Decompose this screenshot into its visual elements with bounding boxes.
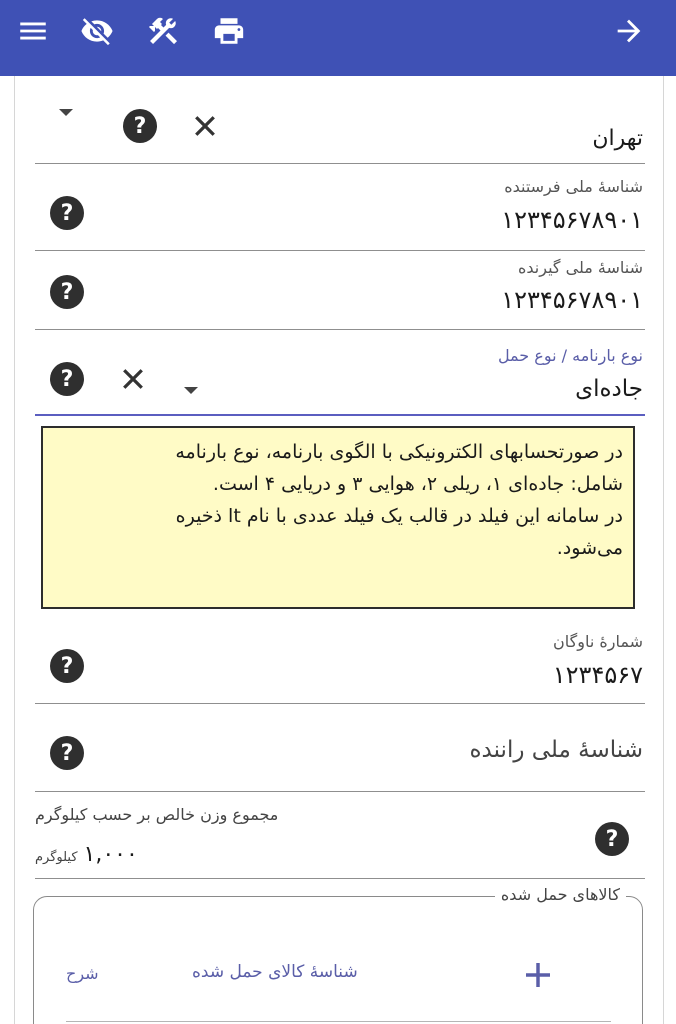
- form-container: [14, 76, 664, 1024]
- sender-id-field[interactable]: [35, 164, 645, 251]
- city-value: تهران: [592, 126, 643, 151]
- net-weight-field[interactable]: [35, 792, 645, 879]
- help-icon[interactable]: ?: [50, 736, 84, 770]
- hint-line: شامل: جاده‌ای ۱، ریلی ۲، هوایی ۳ و دریایی ۴ است.: [212, 473, 623, 495]
- wagon-number-field[interactable]: [35, 621, 645, 704]
- hint-line: در سامانه این فیلد در قالب یک فیلد عددی با نام lt ذخیره: [175, 505, 623, 527]
- waybill-type-label: نوع بارنامه / نوع حمل: [497, 346, 643, 365]
- net-weight-value-group: [35, 842, 138, 867]
- driver-id-field[interactable]: [35, 704, 645, 792]
- divider: [66, 1021, 611, 1022]
- help-icon[interactable]: ?: [50, 196, 84, 230]
- help-icon[interactable]: ?: [595, 822, 629, 856]
- help-icon[interactable]: ?: [123, 109, 157, 143]
- hint-line: در صورتحسابهای الکترونیکی با الگوی بارنامه، نوع بارنامه: [175, 441, 623, 463]
- goods-legend: کالاهای حمل شده: [495, 885, 626, 904]
- city-select[interactable]: [35, 76, 645, 164]
- receiver-id-value: ۱۲۳۴۵۶۷۸۹۰۱: [501, 286, 643, 314]
- receiver-id-label: شناسهٔ ملی گیرنده: [518, 258, 643, 277]
- chevron-down-icon[interactable]: [184, 387, 198, 394]
- wagon-number-value: ۱۲۳۴۵۶۷: [552, 661, 643, 689]
- driver-id-placeholder: شناسهٔ ملی راننده: [469, 737, 643, 763]
- net-weight-unit: کیلوگرم: [35, 850, 78, 865]
- help-icon[interactable]: ?: [50, 362, 84, 396]
- net-weight-value: ۱,۰۰۰: [83, 842, 138, 867]
- add-icon[interactable]: [522, 959, 554, 991]
- help-icon[interactable]: ?: [50, 649, 84, 683]
- arrow-forward-icon[interactable]: [611, 13, 647, 49]
- waybill-type-select[interactable]: [35, 330, 645, 416]
- goods-desc-column-header: شرح: [66, 964, 99, 983]
- menu-icon[interactable]: [15, 13, 51, 49]
- wagon-number-label: شمارهٔ ناوگان: [552, 632, 643, 651]
- tools-icon[interactable]: [145, 13, 181, 49]
- help-tooltip: [41, 426, 635, 609]
- receiver-id-field[interactable]: [35, 251, 645, 330]
- net-weight-label: مجموع وزن خالص بر حسب کیلوگرم: [35, 805, 279, 824]
- clear-icon[interactable]: [118, 364, 148, 394]
- visibility-off-icon[interactable]: [79, 13, 115, 49]
- goods-section: [33, 885, 643, 1024]
- hint-line: می‌شود.: [556, 537, 623, 559]
- sender-id-value: ۱۲۳۴۵۶۷۸۹۰۱: [501, 206, 643, 234]
- sender-id-label: شناسهٔ ملی فرستنده: [504, 177, 643, 196]
- help-icon[interactable]: ?: [50, 275, 84, 309]
- print-icon[interactable]: [211, 13, 247, 49]
- goods-id-column-header: شناسهٔ کالای حمل شده: [192, 962, 358, 982]
- waybill-type-value: جاده‌ای: [575, 376, 643, 402]
- chevron-down-icon[interactable]: [59, 109, 73, 116]
- app-bar: [0, 0, 676, 76]
- clear-icon[interactable]: [190, 111, 220, 141]
